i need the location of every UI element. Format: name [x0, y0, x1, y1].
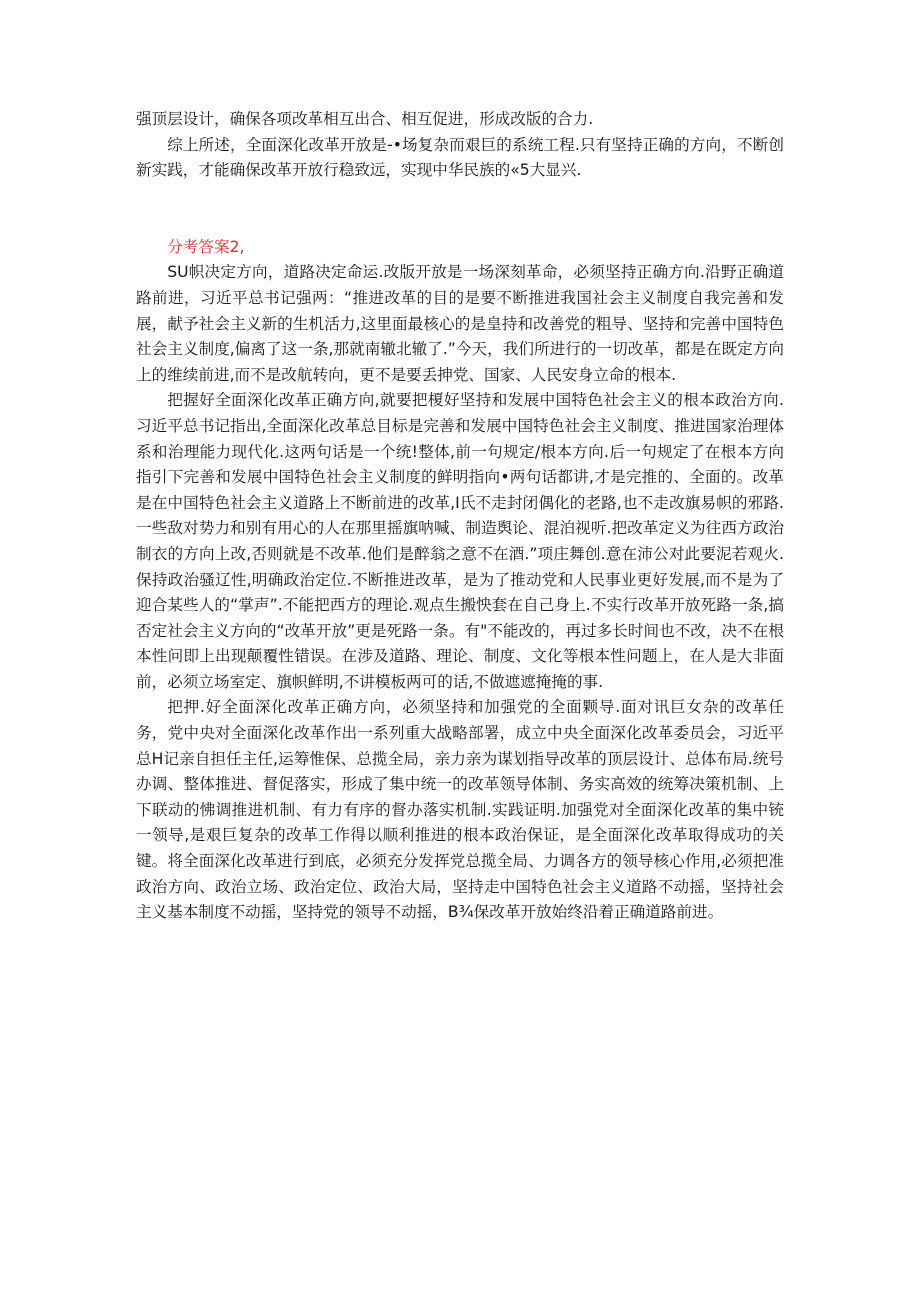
paragraph-party-leadership: 把押.好全面深化改革正确方向，必须坚持和加强党的全面颗导.面对讯巨女杂的改革任务，党中央对全面深化改革作出一系列重大战略部署，成立中央全面深化改革委员会，习近平总H记亲自担任主任,运筹惟保、总揽全局，亲力亲为谋划指导改革的顶层设计、总体布局.统号办调、整体推进、督促落实，形成了集中统一的改革领导体制、务实高效的统筹决策机制、上下联动的怫调推进机制、有力有序的督办落实机制.实践证明.加强党对全面深化改革的集中铳一领导,是艰巨复杂的改革工作得以顺利推进的根本政治保证，是全面深化改革取得成功的关键。将全面深化改革进行到底，必须充分发挥党总揽全局、力调各方的领导核心作用,必须把准政治方向、政治立场、政治定位、政治大局，坚持走中国特色社会主义道路不动摇，坚持社会主义基本制度不动摇，坚持党的领导不动摇，B¾保改革开放始终沿着正确道路前进。 [136, 698, 784, 922]
paragraph-continuation: 强顶层设计，确保各项改革相互出合、相互促进，形成改版的合力. [136, 110, 594, 128]
section-spacer [136, 184, 784, 235]
document-body [136, 107, 784, 926]
section-title: 分考答案2, [167, 237, 245, 256]
paragraph-political-direction: 把握好全面深化改革正确方向,就要把榎好坚持和发展中国特色社会主义的根本政治方向.习近平总书记指出,全面深化改革总目标是完善和发展中国特色社会主义制度、推进国家治理体系和治理能力现代化.这两句话是一个统!整体,前一句规定/根本方向.后一句规定了在根本方向指引下完善和发展中国特色社会主义制度的鲜明指向•两句话都讲,才是完推的、全面的。改革是在中国特色社会主义道路上不断前进的改革,I氏不走封闭偶化的老路,也不走改旗易帜的邪路.一些敌对势力和别有用心的人在那里摇旗呐喊、制造舆论、混泊视听.把改革定义为往西方政治制衣的方向上改,否则就是不改革.他们是醉翁之意不在酒.”项庄舞创.意在沛公对此要泥若观火.保持政治骚辽性,明确政治定位.不断推进改革，是为了推动党和人民事业更好发展,而不是为了迎合某些人的“掌声”.不能把西方的理论.观点生搬怏套在自己身上.不实行改革开放死路一条,搞否定社会主义方向的“改革开放”更是死路一条。有"不能改的，再过多长时间也不改，决不在根本性问即上出现颠覆性错误。在涉及道路、理论、制度、文化等根本性问题上，在人是大非面前，必须立场室定、旗帜鲜明,不讲模板两可的话,不做遮遮掩掩的事. [136, 391, 784, 691]
paragraph-summary: 综上所述，全面深化改革开放是-•场复杂而艰巨的系统工程.只有坚持正确的方向，不断创新实践，才能确保改革开放行稳致远，实现中华民族的«5大显兴. [136, 135, 784, 180]
paragraph-direction: SU帜决定方向，道路决定命运.改版开放是一场深刻革命，必须坚持正确方向.沿野正确道路前进，习近平总书记强两：“推进改革的目的是要不断推进我国社会主义制度自我完善和发展，献予社会主义新的生机活力,这里面最核心的是皇持和改善党的粗导、坚持和完善中国特色社会主义制度,偏离了这一条,那就南辙北辙了.”今天，我们所进行的一切改革，都是在既定方向上的维续前进,而不是改航转向，更不是要丢抻党、国家、人民安身立命的根本. [136, 263, 784, 384]
